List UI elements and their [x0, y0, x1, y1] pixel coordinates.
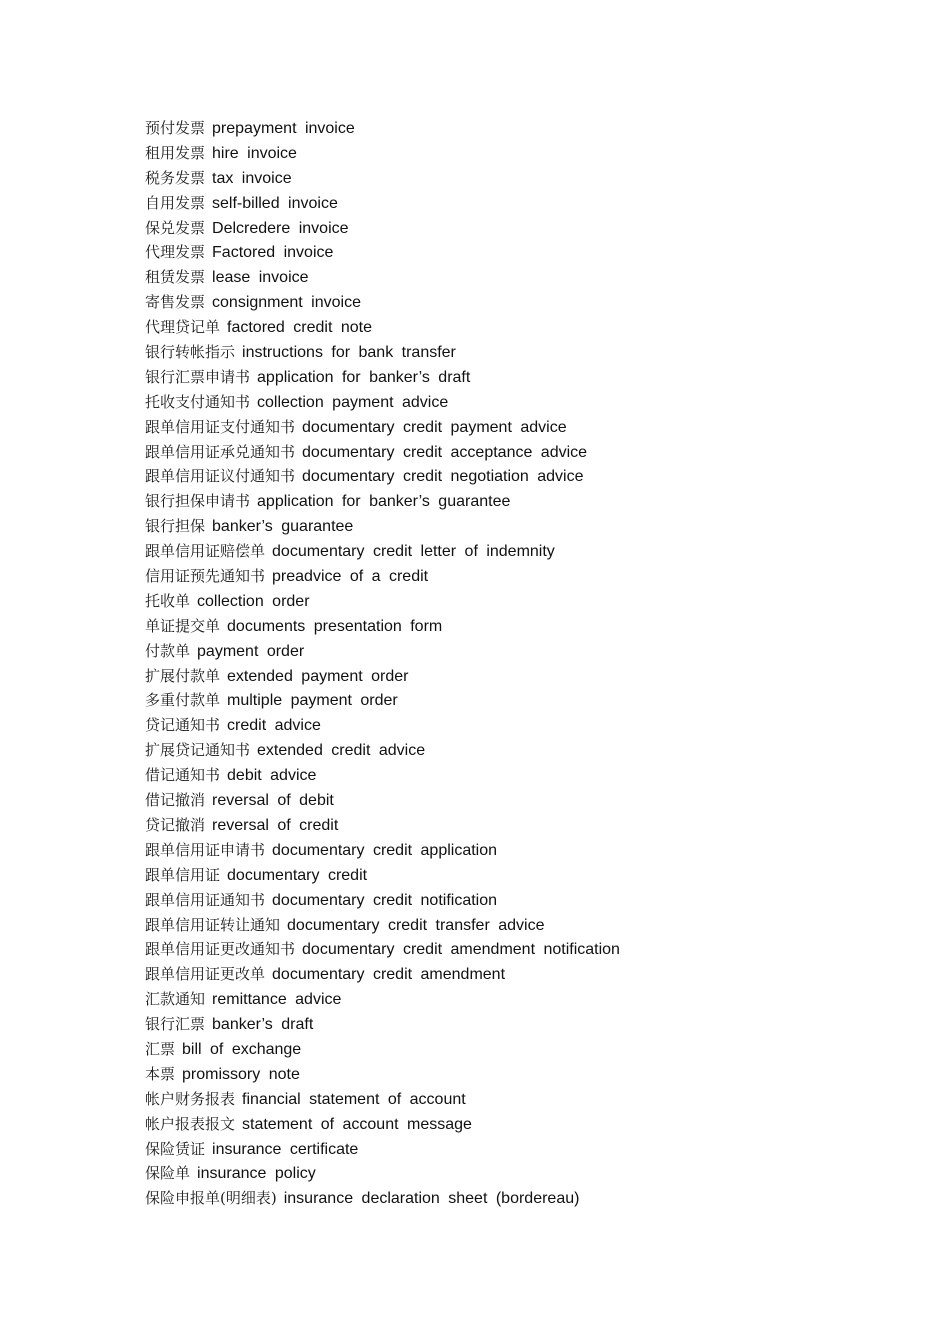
- term-english: documentary credit notification: [272, 891, 498, 909]
- term-english: documentary credit negotiation advice: [302, 468, 584, 486]
- term-chinese: 跟单信用证: [145, 865, 221, 884]
- glossary-entry: [145, 788, 620, 813]
- glossary-entry: [145, 514, 620, 539]
- term-chinese: 帐户财务报表: [145, 1089, 236, 1108]
- glossary-entry: [145, 290, 620, 315]
- glossary-entry: [145, 1161, 620, 1186]
- term-english: instructions for bank transfer: [242, 344, 456, 362]
- term-english: application for banker’s draft: [257, 368, 471, 386]
- glossary-entry: [145, 315, 620, 340]
- glossary-list: [145, 116, 620, 1211]
- term-chinese: 银行汇票: [145, 1015, 206, 1034]
- glossary-entry: [145, 1137, 620, 1162]
- term-chinese: 代理发票: [145, 243, 206, 262]
- glossary-entry: [145, 962, 620, 987]
- glossary-entry: [145, 489, 620, 514]
- glossary-entry: [145, 838, 620, 863]
- term-english: lease invoice: [212, 269, 309, 287]
- term-english: promissory note: [182, 1065, 300, 1083]
- term-chinese: 跟单信用证议付通知书: [145, 467, 296, 486]
- glossary-entry: [145, 415, 620, 440]
- glossary-entry: [145, 265, 620, 290]
- term-english: self-billed invoice: [212, 194, 338, 212]
- term-english: documents presentation form: [227, 617, 443, 635]
- glossary-entry: [145, 913, 620, 938]
- term-chinese: 跟单信用证申请书: [145, 840, 266, 859]
- glossary-entry: [145, 539, 620, 564]
- term-chinese: 贷记撤消: [145, 815, 206, 834]
- term-chinese: 托收单: [145, 591, 191, 610]
- glossary-entry: [145, 1087, 620, 1112]
- term-chinese: 汇票: [145, 1039, 176, 1058]
- term-english: documentary credit: [227, 866, 368, 884]
- glossary-entry: [145, 116, 620, 141]
- term-english: payment order: [197, 642, 305, 660]
- glossary-entry: [145, 1062, 620, 1087]
- term-chinese: 汇款通知: [145, 990, 206, 1009]
- term-english: consignment invoice: [212, 294, 361, 312]
- glossary-entry: [145, 240, 620, 265]
- term-english: documentary credit amendment notification: [302, 941, 620, 959]
- term-english: banker’s guarantee: [212, 518, 354, 536]
- glossary-entry: [145, 564, 620, 589]
- term-chinese: 预付发票: [145, 119, 206, 137]
- glossary-entry: [145, 216, 620, 241]
- term-chinese: 信用证预先通知书: [145, 567, 266, 586]
- term-chinese: 跟单信用证支付通知书: [145, 417, 296, 436]
- term-chinese: 扩展贷记通知书: [145, 741, 251, 760]
- term-english: debit advice: [227, 767, 317, 785]
- term-chinese: 借记通知书: [145, 766, 221, 785]
- term-english: collection order: [197, 592, 310, 610]
- glossary-entry: [145, 1186, 620, 1211]
- glossary-entry: [145, 664, 620, 689]
- glossary-entry: [145, 813, 620, 838]
- term-english: extended credit advice: [257, 742, 426, 760]
- glossary-entry: [145, 888, 620, 913]
- term-english: documentary credit acceptance advice: [302, 443, 588, 461]
- glossary-entry: [145, 863, 620, 888]
- glossary-entry: [145, 191, 620, 216]
- term-english: Delcredere invoice: [212, 219, 349, 237]
- term-chinese: 租用发票: [145, 143, 206, 162]
- glossary-entry: [145, 688, 620, 713]
- term-english: remittance advice: [212, 991, 342, 1009]
- term-chinese: 租赁发票: [145, 268, 206, 287]
- term-english: documentary credit amendment: [272, 966, 506, 984]
- term-english: bill of exchange: [182, 1040, 302, 1058]
- term-chinese: 保兑发票: [145, 218, 206, 237]
- term-chinese: 跟单信用证承兑通知书: [145, 442, 296, 461]
- term-chinese: 跟单信用证更改单: [145, 965, 266, 984]
- term-chinese: 跟单信用证通知书: [145, 890, 266, 909]
- term-chinese: 扩展付款单: [145, 666, 221, 685]
- term-english: hire invoice: [212, 144, 297, 162]
- term-chinese: 跟单信用证赔偿单: [145, 542, 266, 561]
- term-chinese: 多重付款单: [145, 691, 221, 710]
- term-chinese: 单证提交单: [145, 616, 221, 635]
- glossary-entry: [145, 141, 620, 166]
- term-chinese: 跟单信用证转让通知: [145, 915, 281, 934]
- term-chinese: 托收支付通知书: [145, 392, 251, 411]
- glossary-entry: [145, 440, 620, 465]
- glossary-entry: [145, 365, 620, 390]
- glossary-entry: [145, 589, 620, 614]
- glossary-entry: [145, 713, 620, 738]
- term-english: insurance policy: [197, 1165, 316, 1183]
- term-english: multiple payment order: [227, 692, 398, 710]
- glossary-entry: [145, 639, 620, 664]
- term-english: extended payment order: [227, 667, 409, 685]
- term-english: preadvice of a credit: [272, 568, 429, 586]
- term-chinese: 付款单: [145, 641, 191, 660]
- term-english: documentary credit application: [272, 841, 498, 859]
- glossary-entry: [145, 763, 620, 788]
- term-english: application for banker’s guarantee: [257, 493, 511, 511]
- term-english: prepayment invoice: [212, 120, 355, 137]
- term-english: documentary credit letter of indemnity: [272, 543, 555, 561]
- glossary-entry: [145, 340, 620, 365]
- term-english: collection payment advice: [257, 393, 449, 411]
- glossary-entry: [145, 937, 620, 962]
- glossary-entry: [145, 987, 620, 1012]
- term-chinese: 帐户报表报文: [145, 1114, 236, 1133]
- term-chinese: 本票: [145, 1064, 176, 1083]
- glossary-entry: [145, 614, 620, 639]
- term-english: factored credit note: [227, 319, 372, 337]
- term-chinese: 借记撤消: [145, 791, 206, 810]
- term-chinese: 保险赁证: [145, 1139, 206, 1158]
- term-english: credit advice: [227, 717, 321, 735]
- term-chinese: 银行转帐指示: [145, 343, 236, 362]
- term-chinese: 贷记通知书: [145, 716, 221, 735]
- term-english: financial statement of account: [242, 1090, 466, 1108]
- term-english: tax invoice: [212, 169, 292, 187]
- term-chinese: 保险单: [145, 1164, 191, 1183]
- term-english: documentary credit transfer advice: [287, 916, 545, 934]
- term-chinese: 银行担保: [145, 517, 206, 536]
- term-chinese: 代理贷记单: [145, 318, 221, 337]
- term-english: Factored invoice: [212, 244, 334, 262]
- term-english: reversal of credit: [212, 816, 339, 834]
- glossary-entry: [145, 464, 620, 489]
- term-chinese: 银行汇票申请书: [145, 367, 251, 386]
- term-chinese: 保险申报单(明细表): [145, 1189, 277, 1208]
- term-chinese: 寄售发票: [145, 293, 206, 312]
- term-chinese: 自用发票: [145, 193, 206, 212]
- glossary-entry: [145, 166, 620, 191]
- term-english: banker’s draft: [212, 1016, 314, 1034]
- term-english: reversal of debit: [212, 792, 334, 810]
- term-chinese: 跟单信用证更改通知书: [145, 940, 296, 959]
- term-english: insurance certificate: [212, 1140, 359, 1158]
- term-english: statement of account message: [242, 1115, 472, 1133]
- term-english: insurance declaration sheet (bordereau): [283, 1190, 580, 1208]
- glossary-entry: [145, 1012, 620, 1037]
- glossary-entry: [145, 390, 620, 415]
- term-chinese: 税务发票: [145, 168, 206, 187]
- term-english: documentary credit payment advice: [302, 418, 567, 436]
- glossary-entry: [145, 738, 620, 763]
- glossary-entry: [145, 1112, 620, 1137]
- glossary-entry: [145, 1037, 620, 1062]
- term-chinese: 银行担保申请书: [145, 492, 251, 511]
